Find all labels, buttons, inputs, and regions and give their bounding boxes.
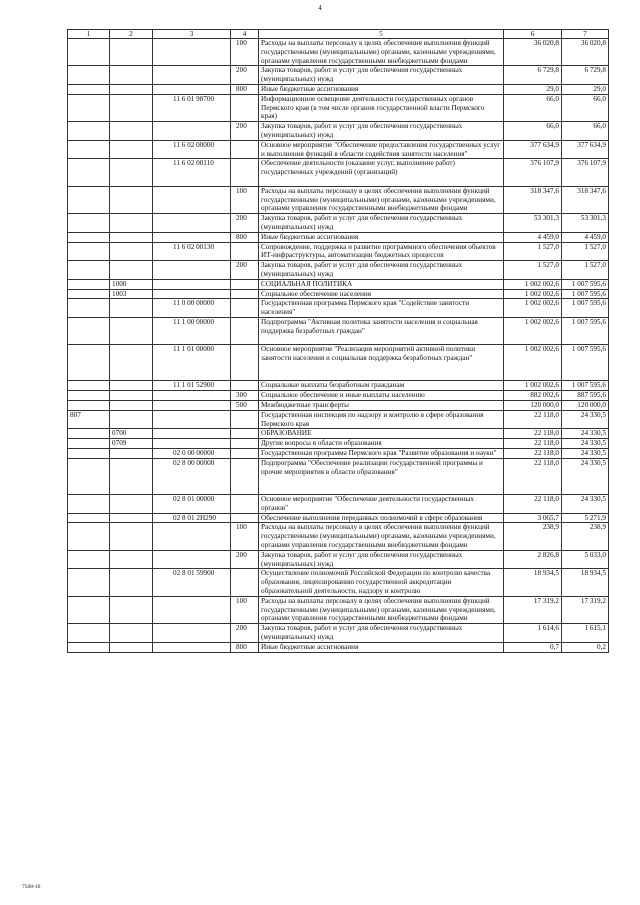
table-row: [68, 401, 609, 411]
header-col-7: 7: [562, 30, 609, 39]
admin-code-cell: [68, 624, 110, 643]
amount-year-2-cell: 1 007 595,6: [562, 381, 609, 391]
admin-code-cell: [68, 84, 110, 94]
amount-year-1-cell: 376 107,9: [504, 159, 562, 186]
target-article-cell: 11 1 00 00000: [153, 317, 231, 344]
section-code-cell: 0700: [110, 429, 153, 439]
amount-year-2-cell: 24 330,5: [562, 429, 609, 439]
target-article-cell: [153, 523, 231, 550]
header-col-4: 4: [231, 30, 259, 39]
amount-year-1-cell: 0,7: [504, 642, 562, 652]
section-code-cell: [110, 140, 153, 159]
target-article-cell: 02 8 01 59900: [153, 569, 231, 596]
description-cell: Закупка товаров, работ и услуг для обеспечения государственных (муниципальных) нужд: [259, 214, 504, 233]
expense-type-cell: [231, 429, 259, 439]
amount-year-2-cell: 66,0: [562, 122, 609, 141]
amount-year-1-cell: 1 002 002,6: [504, 289, 562, 299]
expense-type-cell: 200: [231, 624, 259, 643]
header-col-5: 5: [259, 30, 504, 39]
description-cell: Информационное освещение деятельности государственных органов Пермского края (в том числе органов государственной власти Пермского края): [259, 94, 504, 121]
expense-type-cell: [231, 513, 259, 523]
expense-type-cell: [231, 495, 259, 514]
target-article-cell: 02 8 01 2Н290: [153, 513, 231, 523]
admin-code-cell: [68, 39, 110, 66]
amount-year-1-cell: 22 118,0: [504, 495, 562, 514]
expense-type-cell: [231, 242, 259, 261]
target-article-cell: 11 6 02 00110: [153, 159, 231, 186]
target-article-cell: [153, 289, 231, 299]
description-cell: Иные бюджетные ассигнования: [259, 642, 504, 652]
target-article-cell: [153, 596, 231, 623]
section-code-cell: [110, 569, 153, 596]
table-row: [68, 214, 609, 233]
amount-year-1-cell: 66,0: [504, 122, 562, 141]
table-row: [68, 410, 609, 429]
section-code-cell: [110, 242, 153, 261]
admin-code-cell: [68, 495, 110, 514]
table-row: [68, 232, 609, 242]
amount-year-1-cell: 22 118,0: [504, 458, 562, 494]
admin-code-cell: [68, 186, 110, 213]
expense-type-cell: [231, 299, 259, 318]
expense-type-cell: [231, 140, 259, 159]
target-article-cell: [153, 66, 231, 85]
description-cell: Основное мероприятие "Обеспечение деятельности государственных органов": [259, 495, 504, 514]
header-col-2: 2: [110, 30, 153, 39]
expense-type-cell: 100: [231, 596, 259, 623]
section-code-cell: [110, 458, 153, 494]
expense-type-cell: 100: [231, 39, 259, 66]
table-row: [68, 513, 609, 523]
expense-type-cell: 800: [231, 232, 259, 242]
section-code-cell: [110, 550, 153, 569]
amount-year-2-cell: 18 934,5: [562, 569, 609, 596]
expense-type-cell: [231, 569, 259, 596]
amount-year-2-cell: 1 527,0: [562, 242, 609, 261]
section-code-cell: [110, 391, 153, 401]
amount-year-1-cell: 238,9: [504, 523, 562, 550]
amount-year-1-cell: 1 527,0: [504, 242, 562, 261]
expense-type-cell: [231, 345, 259, 381]
target-article-cell: [153, 232, 231, 242]
admin-code-cell: [68, 279, 110, 289]
description-cell: Расходы на выплаты персоналу в целях обеспечения выполнения функций государственными (муниципальными) органами, казенными учреждениями, органами управления государственными внебюджетными фондами: [259, 596, 504, 623]
admin-code-cell: [68, 289, 110, 299]
table-row: [68, 439, 609, 449]
amount-year-2-cell: 6 729,8: [562, 66, 609, 85]
amount-year-1-cell: 318 347,6: [504, 186, 562, 213]
amount-year-2-cell: 238,9: [562, 523, 609, 550]
amount-year-2-cell: 66,0: [562, 94, 609, 121]
expense-type-cell: [231, 289, 259, 299]
table-row: [68, 159, 609, 186]
section-code-cell: [110, 232, 153, 242]
amount-year-1-cell: 377 634,9: [504, 140, 562, 159]
amount-year-1-cell: 1 002 002,6: [504, 345, 562, 381]
header-col-6: 6: [504, 30, 562, 39]
target-article-cell: [153, 624, 231, 643]
target-article-cell: [153, 84, 231, 94]
amount-year-2-cell: 17 319,2: [562, 596, 609, 623]
admin-code-cell: [68, 550, 110, 569]
section-code-cell: [110, 186, 153, 213]
section-code-cell: [110, 66, 153, 85]
description-cell: Закупка товаров, работ и услуг для обеспечения государственных (муниципальных) нужд: [259, 66, 504, 85]
amount-year-2-cell: 4 459,0: [562, 232, 609, 242]
table-row: [68, 458, 609, 494]
amount-year-2-cell: 5 033,0: [562, 550, 609, 569]
header-col-1: 1: [68, 30, 110, 39]
description-cell: Основное мероприятие "Реализация мероприятий активной политики занятости населения и социальная поддержка безработных граждан": [259, 345, 504, 381]
admin-code-cell: [68, 94, 110, 121]
table-row: [68, 596, 609, 623]
amount-year-1-cell: 882 002,6: [504, 391, 562, 401]
table-row: [68, 569, 609, 596]
section-code-cell: [110, 401, 153, 411]
target-article-cell: [153, 410, 231, 429]
table-row: [68, 279, 609, 289]
amount-year-2-cell: 53 301,3: [562, 214, 609, 233]
amount-year-1-cell: 66,0: [504, 94, 562, 121]
expense-type-cell: 200: [231, 214, 259, 233]
table-row: [68, 242, 609, 261]
amount-year-1-cell: 29,0: [504, 84, 562, 94]
admin-code-cell: [68, 232, 110, 242]
expense-type-cell: [231, 279, 259, 289]
expense-type-cell: 800: [231, 84, 259, 94]
amount-year-1-cell: 1 614,6: [504, 624, 562, 643]
admin-code-cell: [68, 317, 110, 344]
amount-year-2-cell: 1 007 595,6: [562, 317, 609, 344]
description-cell: Межбюджетные трансферты: [259, 401, 504, 411]
target-article-cell: [153, 429, 231, 439]
amount-year-1-cell: 1 002 002,6: [504, 381, 562, 391]
section-code-cell: [110, 214, 153, 233]
amount-year-2-cell: 120 000,0: [562, 401, 609, 411]
amount-year-2-cell: 1 527,0: [562, 261, 609, 280]
amount-year-1-cell: 22 118,0: [504, 449, 562, 459]
section-code-cell: [110, 317, 153, 344]
table-row: [68, 391, 609, 401]
table-row: [68, 317, 609, 344]
admin-code-cell: [68, 401, 110, 411]
amount-year-1-cell: 22 118,0: [504, 439, 562, 449]
amount-year-1-cell: 1 002 002,6: [504, 299, 562, 318]
description-cell: Основное мероприятие "Обеспечение предоставления государственных услуг и выполнения функций в области содействия занятости населения": [259, 140, 504, 159]
description-cell: Расходы на выплаты персоналу в целях обеспечения выполнения функций государственными (муниципальными) органами, казенными учреждениями, органами управления государственными внебюджетными фондами: [259, 186, 504, 213]
admin-code-cell: [68, 159, 110, 186]
table-row: [68, 66, 609, 85]
target-article-cell: [153, 279, 231, 289]
description-cell: Расходы на выплаты персоналу в целях обеспечения выполнения функций государственными (муниципальными) органами, казенными учреждениями, органами управления государственными внебюджетными фондами: [259, 39, 504, 66]
section-code-cell: [110, 642, 153, 652]
description-cell: Закупка товаров, работ и услуг для обеспечения государственных (муниципальных) нужд: [259, 624, 504, 643]
admin-code-cell: [68, 596, 110, 623]
section-code-cell: [110, 523, 153, 550]
admin-code-cell: [68, 391, 110, 401]
admin-code-cell: [68, 439, 110, 449]
section-code-cell: [110, 261, 153, 280]
expense-type-cell: 200: [231, 550, 259, 569]
section-code-cell: [110, 159, 153, 186]
target-article-cell: [153, 401, 231, 411]
admin-code-cell: [68, 299, 110, 318]
amount-year-2-cell: 1 007 595,6: [562, 299, 609, 318]
amount-year-2-cell: 887 595,6: [562, 391, 609, 401]
amount-year-2-cell: 1 615,1: [562, 624, 609, 643]
target-article-cell: 11 1 01 00000: [153, 345, 231, 381]
expense-type-cell: [231, 410, 259, 429]
amount-year-2-cell: 5 271,9: [562, 513, 609, 523]
description-cell: Подпрограмма "Активная политика занятости населения и социальная поддержка безработных граждан": [259, 317, 504, 344]
target-article-cell: 02 8 01 00000: [153, 495, 231, 514]
target-article-cell: [153, 214, 231, 233]
description-cell: Иные бюджетные ассигнования: [259, 84, 504, 94]
amount-year-1-cell: 22 118,0: [504, 429, 562, 439]
expense-type-cell: [231, 159, 259, 186]
amount-year-2-cell: 24 330,5: [562, 495, 609, 514]
table-row: [68, 140, 609, 159]
section-code-cell: [110, 299, 153, 318]
budget-table: [67, 29, 609, 653]
target-article-cell: 02 8 00 00000: [153, 458, 231, 494]
amount-year-1-cell: 17 319,2: [504, 596, 562, 623]
table-row: [68, 429, 609, 439]
admin-code-cell: [68, 261, 110, 280]
table-row: [68, 449, 609, 459]
table-row: [68, 186, 609, 213]
expense-type-cell: 800: [231, 642, 259, 652]
amount-year-1-cell: 4 459,0: [504, 232, 562, 242]
page-number: 4: [318, 4, 322, 12]
target-article-cell: [153, 550, 231, 569]
expense-type-cell: 200: [231, 122, 259, 141]
amount-year-1-cell: 1 527,0: [504, 261, 562, 280]
table-row: [68, 94, 609, 121]
expense-type-cell: [231, 94, 259, 121]
admin-code-cell: [68, 345, 110, 381]
description-cell: Закупка товаров, работ и услуг для обеспечения государственных (муниципальных) нужд: [259, 261, 504, 280]
amount-year-1-cell: 120 000,0: [504, 401, 562, 411]
target-article-cell: 11 6 02 00130: [153, 242, 231, 261]
amount-year-1-cell: 2 826,8: [504, 550, 562, 569]
admin-code-cell: [68, 242, 110, 261]
section-code-cell: 1000: [110, 279, 153, 289]
admin-code-cell: [68, 122, 110, 141]
table-header-row: [68, 30, 609, 39]
amount-year-2-cell: 24 330,5: [562, 458, 609, 494]
expense-type-cell: [231, 439, 259, 449]
section-code-cell: [110, 449, 153, 459]
amount-year-2-cell: 1 007 595,6: [562, 345, 609, 381]
description-cell: Государственная инспекция по надзору и контролю в сфере образования Пермского края: [259, 410, 504, 429]
expense-type-cell: 100: [231, 523, 259, 550]
section-code-cell: [110, 39, 153, 66]
amount-year-2-cell: 36 020,8: [562, 39, 609, 66]
section-code-cell: [110, 122, 153, 141]
admin-code-cell: [68, 642, 110, 652]
amount-year-1-cell: 1 002 002,6: [504, 279, 562, 289]
description-cell: Подпрограмма "Обеспечение реализации государственной программы и прочие мероприятия в области образования": [259, 458, 504, 494]
amount-year-1-cell: 36 020,8: [504, 39, 562, 66]
expense-type-cell: 200: [231, 66, 259, 85]
admin-code-cell: [68, 569, 110, 596]
amount-year-2-cell: 1 007 595,6: [562, 289, 609, 299]
target-article-cell: 11 0 00 00000: [153, 299, 231, 318]
target-article-cell: [153, 261, 231, 280]
table-row: [68, 299, 609, 318]
description-cell: Другие вопросы в области образования: [259, 439, 504, 449]
expense-type-cell: [231, 449, 259, 459]
expense-type-cell: 500: [231, 401, 259, 411]
description-cell: Государственная программа Пермского края "Содействие занятости населения": [259, 299, 504, 318]
section-code-cell: [110, 94, 153, 121]
expense-type-cell: 200: [231, 261, 259, 280]
description-cell: Расходы на выплаты персоналу в целях обеспечения выполнения функций государственными (муниципальными) органами, казенными учреждениями, органами управления государственными внебюджетными фондами: [259, 523, 504, 550]
amount-year-2-cell: 1 007 595,6: [562, 279, 609, 289]
header-col-3: 3: [153, 30, 231, 39]
target-article-cell: 11 1 01 52900: [153, 381, 231, 391]
amount-year-1-cell: 22 118,0: [504, 410, 562, 429]
description-cell: Обеспечение выполнения переданных полномочий в сфере образования: [259, 513, 504, 523]
table-row: [68, 550, 609, 569]
admin-code-cell: [68, 458, 110, 494]
footer-code: 7508-16: [22, 884, 41, 890]
admin-code-cell: [68, 523, 110, 550]
description-cell: ОБРАЗОВАНИЕ: [259, 429, 504, 439]
amount-year-2-cell: 29,0: [562, 84, 609, 94]
description-cell: Обеспечение деятельности (оказание услуг, выполнение работ) государственных учреждений (организаций): [259, 159, 504, 186]
target-article-cell: 11 6 02 00000: [153, 140, 231, 159]
expense-type-cell: [231, 458, 259, 494]
table-row: [68, 624, 609, 643]
expense-type-cell: 100: [231, 186, 259, 213]
section-code-cell: [110, 345, 153, 381]
description-cell: Социальное обеспечение населения: [259, 289, 504, 299]
table-row: [68, 381, 609, 391]
description-cell: Иные бюджетные ассигнования: [259, 232, 504, 242]
amount-year-2-cell: 376 107,9: [562, 159, 609, 186]
target-article-cell: [153, 122, 231, 141]
table-row: [68, 495, 609, 514]
section-code-cell: 0709: [110, 439, 153, 449]
admin-code-cell: [68, 66, 110, 85]
section-code-cell: [110, 410, 153, 429]
admin-code-cell: [68, 513, 110, 523]
amount-year-1-cell: 6 729,8: [504, 66, 562, 85]
amount-year-2-cell: 0,2: [562, 642, 609, 652]
expense-type-cell: 300: [231, 391, 259, 401]
section-code-cell: [110, 495, 153, 514]
target-article-cell: [153, 642, 231, 652]
amount-year-1-cell: 3 065,7: [504, 513, 562, 523]
expense-type-cell: [231, 317, 259, 344]
target-article-cell: [153, 186, 231, 213]
amount-year-1-cell: 18 934,5: [504, 569, 562, 596]
section-code-cell: [110, 513, 153, 523]
admin-code-cell: [68, 140, 110, 159]
description-cell: Осуществление полномочий Российской Федерации по контролю качества образования, лицензированию государственной аккредитации образовательной деятельности, надзору и контролю: [259, 569, 504, 596]
amount-year-2-cell: 24 330,5: [562, 449, 609, 459]
admin-code-cell: [68, 381, 110, 391]
target-article-cell: 11 6 01 98700: [153, 94, 231, 121]
section-code-cell: [110, 596, 153, 623]
section-code-cell: [110, 381, 153, 391]
amount-year-2-cell: 24 330,5: [562, 439, 609, 449]
description-cell: СОЦИАЛЬНАЯ ПОЛИТИКА: [259, 279, 504, 289]
table-row: [68, 122, 609, 141]
amount-year-1-cell: 1 002 002,6: [504, 317, 562, 344]
admin-code-cell: [68, 214, 110, 233]
table-row: [68, 345, 609, 381]
table-row: [68, 39, 609, 66]
amount-year-1-cell: 53 301,3: [504, 214, 562, 233]
section-code-cell: [110, 624, 153, 643]
target-article-cell: [153, 39, 231, 66]
expense-type-cell: [231, 381, 259, 391]
amount-year-2-cell: 24 330,5: [562, 410, 609, 429]
amount-year-2-cell: 377 634,9: [562, 140, 609, 159]
section-code-cell: 1003: [110, 289, 153, 299]
table-row: [68, 289, 609, 299]
description-cell: Сопровождение, поддержка и развитие программного обеспечения объектов ИТ-инфраструктуры, автоматизации бюджетных процессов: [259, 242, 504, 261]
admin-code-cell: 807: [68, 410, 110, 429]
table-row: [68, 642, 609, 652]
admin-code-cell: [68, 449, 110, 459]
description-cell: Социальное обеспечение и иные выплаты населению: [259, 391, 504, 401]
description-cell: Социальные выплаты безработным гражданам: [259, 381, 504, 391]
target-article-cell: [153, 391, 231, 401]
table-row: [68, 523, 609, 550]
description-cell: Закупка товаров, работ и услуг для обеспечения государственных (муниципальных) нужд: [259, 550, 504, 569]
target-article-cell: 02 0 00 00000: [153, 449, 231, 459]
admin-code-cell: [68, 429, 110, 439]
description-cell: Государственная программа Пермского края "Развитие образования и науки": [259, 449, 504, 459]
target-article-cell: [153, 439, 231, 449]
table-row: [68, 84, 609, 94]
section-code-cell: [110, 84, 153, 94]
table-row: [68, 261, 609, 280]
amount-year-2-cell: 318 347,6: [562, 186, 609, 213]
description-cell: Закупка товаров, работ и услуг для обеспечения государственных (муниципальных) нужд: [259, 122, 504, 141]
